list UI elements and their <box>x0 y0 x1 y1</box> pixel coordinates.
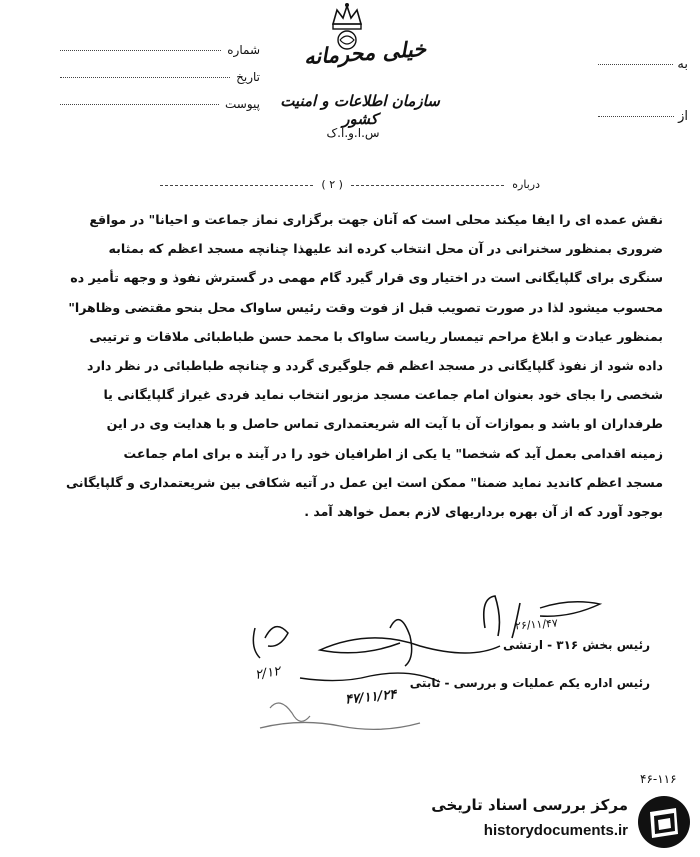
watermark-logo <box>408 792 698 852</box>
sub-reference: س.ا.و.ا.ک <box>326 126 380 140</box>
from-row <box>598 90 688 142</box>
date-label: تاریخ <box>236 69 260 84</box>
signature-date-mid: ۴۷/۱۱/۲۴ <box>344 687 398 708</box>
signatory-line-2: رئیس اداره یکم عملیات و بررسی - ثابتی <box>409 676 650 690</box>
recipient-block <box>598 38 688 142</box>
page-marker: ( ۲ ) <box>321 178 343 191</box>
body-line: نقش عمده ای را ایفا میکند محلی است که آنان جهت برگزاری نماز جماعت و احیانا" در مواقع <box>89 212 663 227</box>
archive-logo-icon <box>636 794 692 850</box>
regarding-row <box>160 178 540 191</box>
signature-date-right: ۲۶/۱۱/۴۷ <box>514 616 559 633</box>
reference-block <box>60 36 260 117</box>
organization-name: سازمان اطلاعات و امنیت کشور <box>280 92 440 128</box>
handwritten-signature-icon <box>240 588 660 738</box>
body-line: محسوب میشود لذا در صورت تصویب قبل از فوت وقت رئیس ساواک محل بنحو مقتضی وظاهرا" <box>68 299 663 315</box>
classification-title: خیلی محرمانه <box>303 35 427 70</box>
body-line: بوجود آورد که از آن بهره برداریهای لازم بعمل خواهد آمد . <box>304 504 663 520</box>
watermark-url-text: historydocuments.ir <box>483 822 628 839</box>
from-label: از <box>678 108 688 124</box>
to-label: به <box>677 56 688 72</box>
letter-body <box>48 205 663 526</box>
signature-date-left: ۲/۱۲ <box>253 663 282 684</box>
body-line: شخصی را بجای خود بعنوان امام جماعت مسجد مزبور انتخاب نماید فردی غیراز گلپایگانی یا <box>103 387 663 403</box>
body-line: بمنظور عیادت و ابلاغ مراحم تیمسار ریاست ساواک با محمد حسن طباطبائی ملاقات و ترتیبی <box>89 328 663 344</box>
watermark-persian-text: مرکز بررسی اسناد تاریخی <box>431 796 628 814</box>
attachment-label: پیوست <box>225 96 260 111</box>
page-number: ۴۶-۱۱۶ <box>640 772 677 786</box>
body-line: طرفداران او باشد و بموازات آن با آیت اله شریعتمداری تماس حاصل و با هدایت وی در این <box>106 416 663 432</box>
body-line: داده شود از نفوذ گلپایگانی در مسجد اعظم قم جلوگیری گردد و چنانچه طباطبائی در نظر دارد <box>87 358 663 374</box>
body-line: ضروری بمنظور سخنرانی در آن محل انتخاب کرده اند علیهذا چنانچه مسجد اعظم که بمثابه <box>108 241 663 257</box>
body-line: سنگری برای گلپایگانی است در اختیار وی قرار گیرد گام مهمی در گسترش نفوذ و وجهه تأمیر ده <box>70 270 663 286</box>
date-row <box>60 63 260 90</box>
number-label: شماره <box>227 42 260 57</box>
attachment-row <box>60 90 260 117</box>
regarding-label: درباره <box>512 178 540 191</box>
body-line: زمینه اقدامی بعمل آید که شخصا" یا یکی از اطرافیان خود را در آیند ه برای امام جماعت <box>123 445 663 461</box>
number-row <box>60 36 260 63</box>
to-row <box>598 38 688 90</box>
signature-area <box>240 588 660 728</box>
body-line: مسجد اعظم کاندید نماید ضمنا" ممکن است این عمل در آتیه شکافی بین شریعتمداری و گلپایگانی <box>66 474 663 490</box>
signatory-line-1: رئیس بخش ۳۱۶ - ارتشی <box>503 638 650 652</box>
